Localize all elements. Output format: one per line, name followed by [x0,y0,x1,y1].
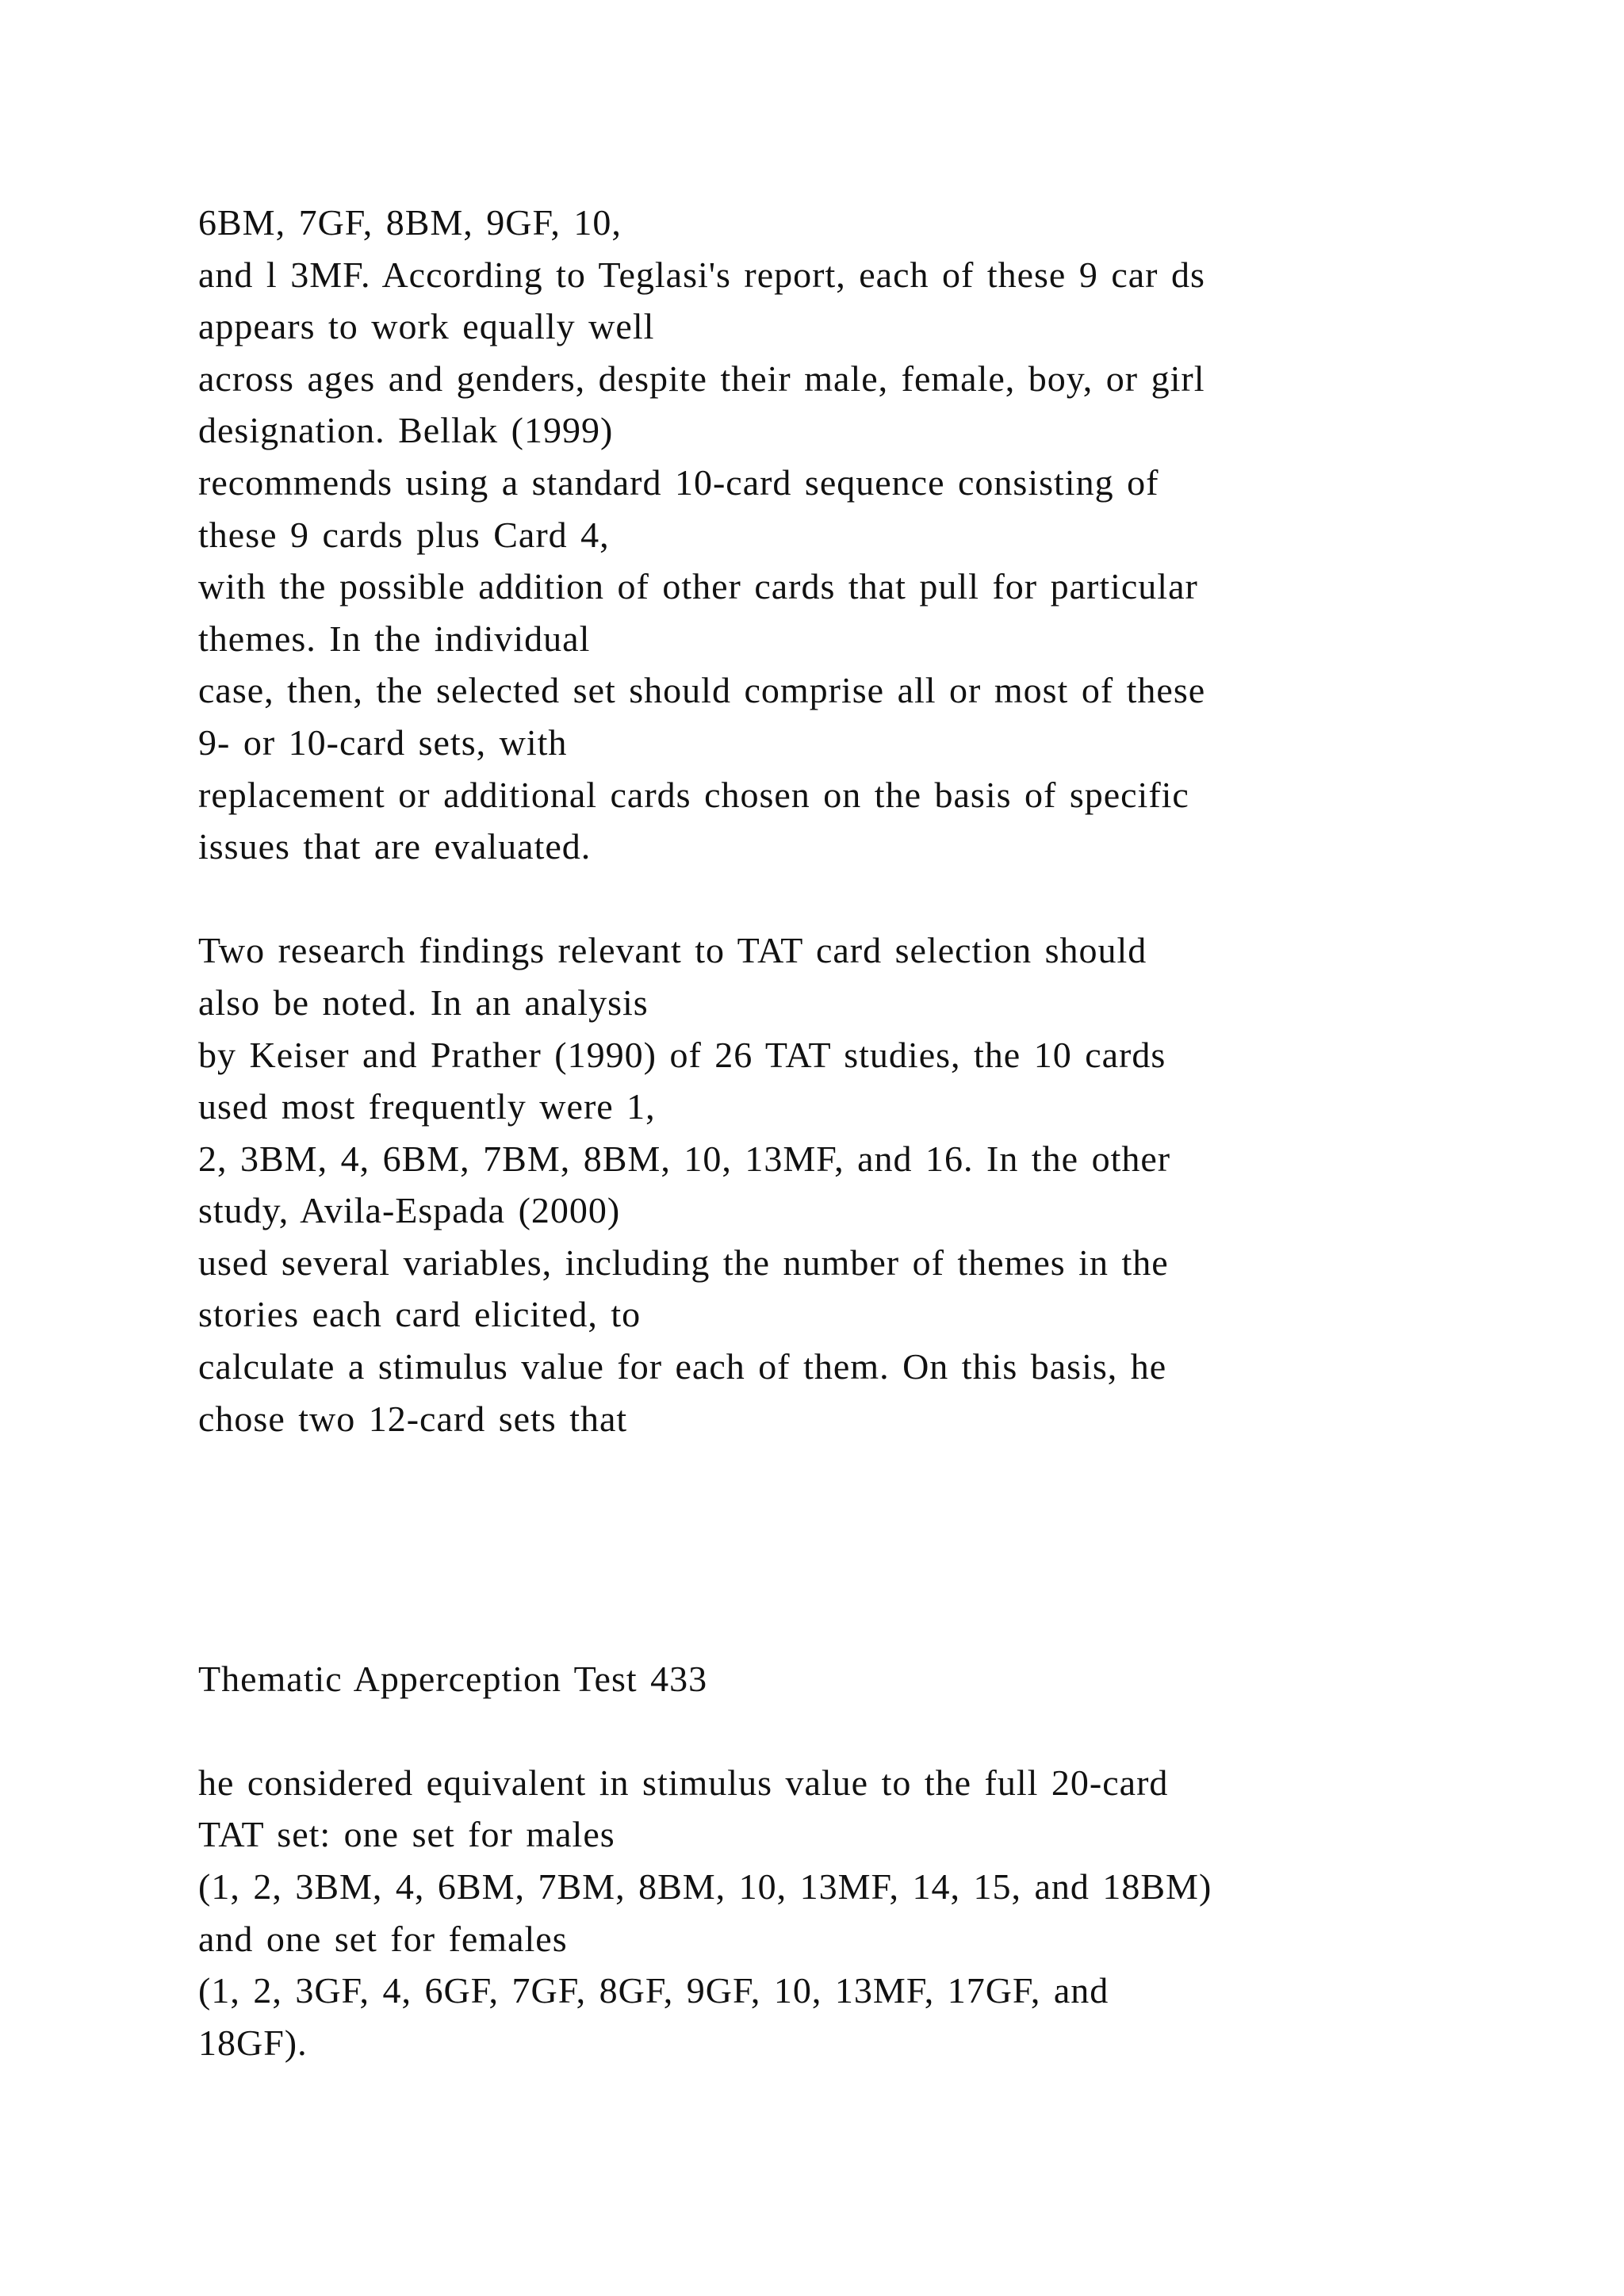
text-line: he considered equivalent in stimulus value to the full 20-card [198,1762,1169,1803]
text-line: issues that are evaluated. [198,826,592,867]
text-line: these 9 cards plus Card 4, [198,514,610,555]
text-line: 18GF). [198,2022,308,2063]
blank-line [198,873,1483,925]
blank-line [198,1548,1483,1601]
text-line: stories each card elicited, to [198,1294,642,1335]
text-line: 9- or 10-card sets, with [198,721,568,763]
blank-line [198,1445,1483,1497]
text-line: case, then, the selected set should comprise all or most of these [198,670,1206,711]
text-line: used several variables, including the number of themes in the [198,1242,1169,1283]
text-line: Two research findings relevant to TAT card selection should [198,930,1147,971]
blank-line [198,1705,1483,1757]
blank-line [198,1601,1483,1653]
text-line: chose two 12-card sets that [198,1398,628,1439]
text-line: (1, 2, 3GF, 4, 6GF, 7GF, 8GF, 9GF, 10, 13MF, 17GF, and [198,1970,1109,2011]
text-line: themes. In the individual [198,618,591,659]
text-line: 2, 3BM, 4, 6BM, 7BM, 8BM, 10, 13MF, and 16. In the other [198,1138,1171,1179]
text-line: appears to work equally well [198,306,655,347]
text-line: replacement or additional cards chosen on the basis of specific [198,774,1189,815]
text-line: 6BM, 7GF, 8BM, 9GF, 10, [198,202,622,243]
text-line: designation. Bellak (1999) [198,410,614,451]
text-line: recommends using a standard 10-card sequence consisting of [198,461,1159,503]
text-line: by Keiser and Prather (1990) of 26 TAT studies, the 10 cards [198,1034,1166,1075]
text-line: with the possible addition of other cards that pull for particular [198,566,1198,607]
blank-line [198,1497,1483,1549]
text-line: and one set for females [198,1918,568,1959]
document-text [198,197,1483,2068]
text-line: study, Avila-Espada (2000) [198,1190,621,1231]
text-line: TAT set: one set for males [198,1814,615,1855]
text-line: across ages and genders, despite their male, female, boy, or girl [198,358,1205,399]
text-line: and l 3MF. According to Teglasi's report, each of these 9 car ds [198,254,1205,295]
text-line: also be noted. In an analysis [198,982,649,1023]
running-header: Thematic Apperception Test 433 [198,1658,708,1699]
text-line: calculate a stimulus value for each of them. On this basis, he [198,1346,1167,1387]
text-line: used most frequently were 1, [198,1086,656,1127]
text-line: (1, 2, 3BM, 4, 6BM, 7BM, 8BM, 10, 13MF, 14, 15, and 18BM) [198,1866,1212,1907]
